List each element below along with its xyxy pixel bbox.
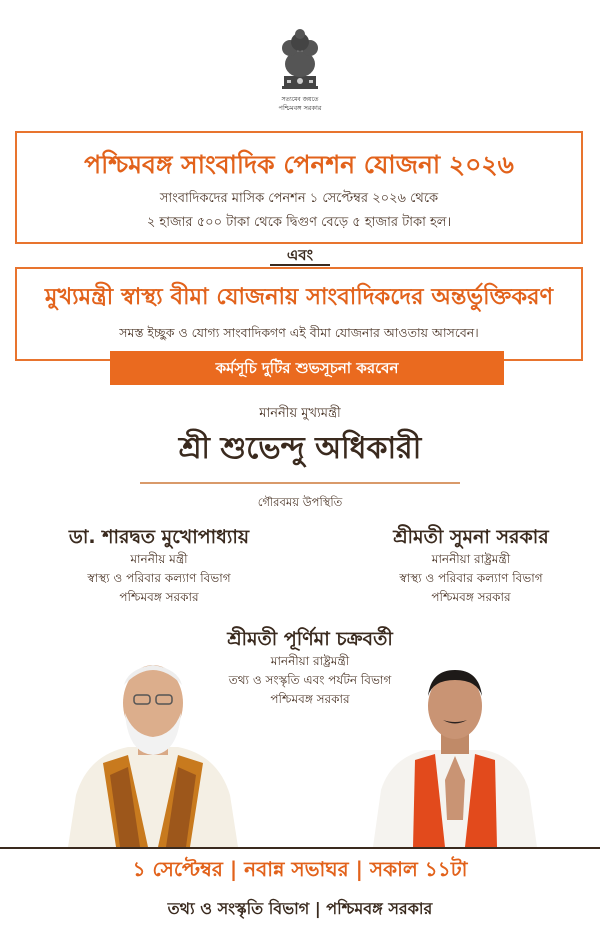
health-scheme-title: মুখ্যমন্ত্রী স্বাস্থ্য বীমা যোজনায় সাংবাদিকদের অন্তর্ভুক্তিকরণ	[44, 284, 554, 310]
guest-left-name: ডা. শারদ্বত মুখোপাধ্যায়	[68, 526, 250, 548]
pension-scheme-box	[15, 131, 583, 244]
guest-right	[340, 524, 600, 607]
inauguration-banner: কর্মসূচি দুটির শুভসূচনা করবেন	[110, 351, 504, 385]
guest-left	[24, 524, 294, 607]
guest-left-dept: স্বাস্থ্য ও পরিবার কল্যাণ বিভাগ	[87, 571, 231, 585]
guest-middle-name: শ্রীমতী পূর্ণিমা চক্রবর্তী	[227, 628, 393, 650]
portrait-right	[365, 660, 545, 847]
guest-right-dept: স্বাস্থ্য ও পরিবার কল্যাণ বিভাগ	[399, 571, 543, 585]
bottom-divider	[0, 847, 600, 849]
conjunction-label: এবং	[270, 246, 330, 266]
pension-scheme-line-2: ২ হাজার ৫০০ টাকা থেকে দ্বিগুণ বেড়ে ৫ হাজার টাকা হল।	[146, 215, 452, 230]
guest-right-govt: পশ্চিমবঙ্গ সরকার	[431, 590, 511, 604]
emblem-motto: সত্যমেব জয়তে	[281, 96, 319, 103]
guest-middle-govt: পশ্চিমবঙ্গ সরকার	[270, 692, 350, 706]
guest-right-name: শ্রীমতী সুমনা সরকার	[393, 526, 549, 548]
emblem-caption: পশ্চিমবঙ্গ সরকার	[278, 104, 322, 112]
department-footer: তথ্য ও সংস্কৃতি বিভাগ | পশ্চিমবঙ্গ সরকার	[167, 899, 433, 918]
presence-label: গৌরবময় উপস্থিতি	[257, 495, 343, 509]
health-scheme-box	[15, 267, 583, 361]
guest-middle-role: মাননীয়া রাষ্ট্রমন্ত্রী	[270, 654, 350, 668]
pension-scheme-line-1: সাংবাদিকদের মাসিক পেনশন ১ সেপ্টেম্বর ২০২৬ থেকে	[159, 191, 439, 206]
guest-middle-dept: তথ্য ও সংস্কৃতি এবং পর্যটন বিভাগ	[228, 673, 392, 687]
chief-minister-label: মাননীয় মুখ্যমন্ত্রী	[259, 406, 341, 421]
event-details: ১ সেপ্টেম্বর | নবান্ন সভাঘর | সকাল ১১টা	[132, 857, 468, 881]
portrait-left	[58, 655, 248, 847]
state-emblem	[268, 26, 332, 122]
guest-left-role: মাননীয় মন্ত্রী	[130, 552, 188, 566]
ashoka-emblem-icon	[278, 26, 322, 96]
guest-right-role: মাননীয়া রাষ্ট্রমন্ত্রী	[431, 552, 511, 566]
chief-minister-name: শ্রী শুভেন্দু অধিকারী	[178, 431, 422, 466]
health-scheme-line: সমস্ত ইচ্ছুক ও যোগ্য সাংবাদিকগণ এই বীমা যোজনার আওতায় আসবেন।	[119, 325, 479, 340]
guest-left-govt: পশ্চিমবঙ্গ সরকার	[119, 590, 199, 604]
pension-scheme-title: পশ্চিমবঙ্গ সাংবাদিক পেনশন যোজনা ২০২৬	[84, 150, 514, 179]
divider	[140, 482, 460, 484]
